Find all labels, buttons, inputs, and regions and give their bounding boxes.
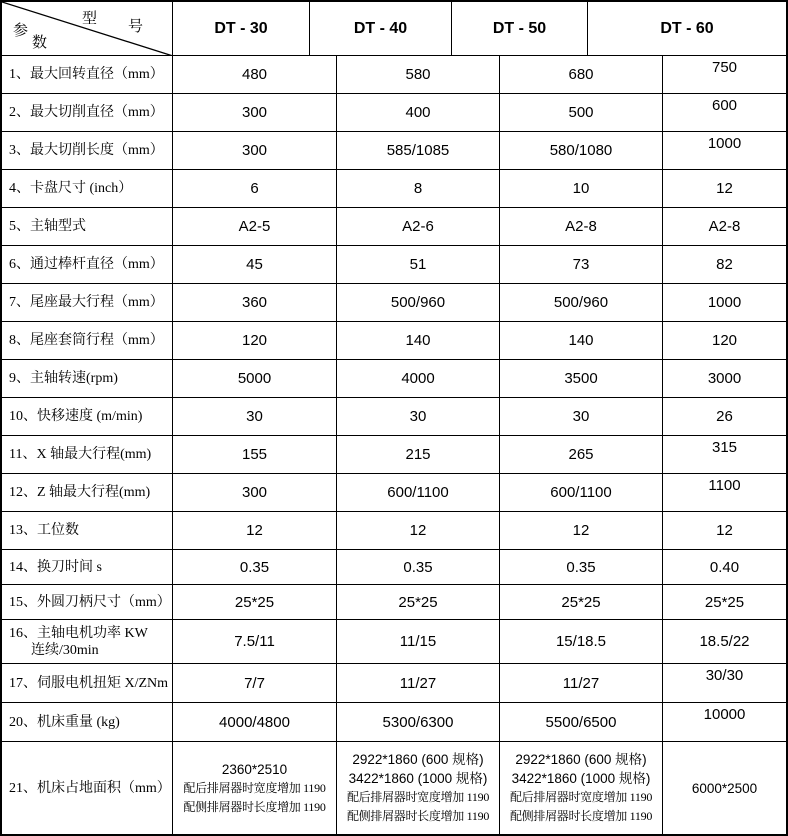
param-label-text: 15、外圆刀柄尺寸（mm） [9,594,171,610]
value-cell: 585/1085 [337,132,500,170]
value-cell: 3000 [663,360,786,398]
value-cell: 315 [663,436,786,474]
param-label-text: 17、伺服电机扭矩 X/ZNm [9,675,169,691]
value-cell: 580 [337,56,500,94]
table-row [2,132,786,170]
value-cell: 300 [173,474,337,512]
value-cell: 1000 [663,132,786,170]
value-cell: 11/15 [337,620,500,664]
value-cell: 0.35 [500,550,663,585]
table-row [2,322,786,360]
value-cell: 12 [173,512,337,550]
table-row [2,284,786,322]
table-row [2,56,786,94]
value-cell: 25*25 [173,585,337,620]
param-label-cell [2,436,173,474]
value-cell: 30 [337,398,500,436]
value-cell: 10 [500,170,663,208]
value-cell: 600 [663,94,786,132]
value-cell: 120 [663,322,786,360]
table-body [2,56,786,834]
value-cell: 580/1080 [500,132,663,170]
param-label-text: 20、机床重量 (kg) [9,714,120,730]
value-line: 配后排屑器时宽度增加 1190 [509,790,653,804]
table-row [2,585,786,620]
value-cell: 265 [500,436,663,474]
value-cell: 140 [500,322,663,360]
corner-param-label-char: 数 [32,35,48,51]
value-cell [173,742,337,834]
value-cell: 11/27 [500,664,663,703]
table-row [2,703,786,742]
param-label-text-line2: 连续/30min [31,642,99,658]
value-cell: 600/1100 [500,474,663,512]
table-row [2,360,786,398]
param-label-text: 4、卡盘尺寸 (inch） [9,181,133,196]
param-label-cell [2,620,173,664]
table-row [2,208,786,246]
value-cell [500,742,663,834]
value-cell: 82 [663,246,786,284]
value-cell: 3500 [500,360,663,398]
param-label-cell [2,56,173,94]
value-cell: A2-5 [173,208,337,246]
param-label-cell [2,398,173,436]
value-cell: 12 [500,512,663,550]
table-row [2,512,786,550]
value-cell: 30 [500,398,663,436]
param-label-text: 9、主轴转速(rpm) [9,371,118,386]
value-cell: 0.35 [173,550,337,585]
param-label-cell [2,132,173,170]
table-row [2,742,786,834]
corner-model-label-char: 号 [128,19,144,35]
value-line: 2922*1860 (600 规格) [515,752,647,767]
value-cell: 155 [173,436,337,474]
param-label-cell [2,170,173,208]
value-line: 2922*1860 (600 规格) [352,752,484,767]
value-cell: 25*25 [663,585,786,620]
param-label-cell [2,322,173,360]
value-cell: 12 [663,512,786,550]
value-line: 2360*2510 [221,761,288,777]
param-label-text: 5、主轴型式 [9,219,86,234]
value-line: 配侧排屑器时长度增加 1190 [346,809,490,823]
value-cell: 73 [500,246,663,284]
param-label-cell [2,208,173,246]
value-cell: 6 [173,170,337,208]
value-cell: 7/7 [173,664,337,703]
table-row [2,664,786,703]
value-line: 配侧排屑器时长度增加 1190 [183,799,326,814]
table-row [2,620,786,664]
table-row [2,474,786,512]
value-cell: 0.35 [337,550,500,585]
param-label-text: 3、最大切削长度（mm） [9,143,164,158]
value-cell: 360 [173,284,337,322]
value-cell [337,742,500,834]
value-cell: 15/18.5 [500,620,663,664]
value-cell: 12 [663,170,786,208]
param-label-cell [2,550,173,585]
value-cell: 0.40 [663,550,786,585]
param-label-text: 21、机床占地面积（mm） [9,780,171,796]
value-cell: 10000 [663,703,786,742]
table-row [2,436,786,474]
value-cell: 18.5/22 [663,620,786,664]
value-cell: 1000 [663,284,786,322]
value-cell: 4000/4800 [173,703,337,742]
value-cell: 215 [337,436,500,474]
param-label-text: 16、主轴电机功率 KW [9,625,148,641]
value-line: 3422*1860 (1000 规格) [511,771,651,786]
value-cell: 30/30 [663,664,786,703]
value-cell: 45 [173,246,337,284]
value-cell: 51 [337,246,500,284]
value-cell: 5000 [173,360,337,398]
param-label-cell [2,246,173,284]
value-cell: A2-8 [500,208,663,246]
value-cell: 140 [337,322,500,360]
param-label-text: 11、X 轴最大行程(mm) [9,447,152,462]
param-label-text: 7、尾座最大行程（mm） [9,295,164,310]
param-label-text: 10、快移速度 (m/min) [9,409,143,424]
value-cell: 25*25 [500,585,663,620]
value-cell: 11/27 [337,664,500,703]
param-label-cell [2,664,173,703]
value-cell: 5300/6300 [337,703,500,742]
param-label-text: 8、尾座套筒行程（mm） [9,333,164,348]
value-cell: A2-8 [663,208,786,246]
value-cell: 300 [173,94,337,132]
value-cell: A2-6 [337,208,500,246]
column-header-dt-30: DT - 30 [173,2,310,56]
column-header-dt-40: DT - 40 [310,2,452,56]
table-header-row [2,2,786,56]
param-label-text: 2、最大切削直径（mm） [9,105,164,120]
param-label-text: 13、工位数 [9,523,79,538]
param-label-text: 6、通过棒杆直径（mm） [9,257,164,272]
column-header-dt-60: DT - 60 [588,2,786,56]
param-label-cell [2,284,173,322]
value-cell: 750 [663,56,786,94]
value-cell: 4000 [337,360,500,398]
value-line: 3422*1860 (1000 规格) [348,771,488,786]
value-cell: 26 [663,398,786,436]
value-cell: 600/1100 [337,474,500,512]
value-line: 6000*2500 [691,780,758,796]
corner-param-label-char: 参 [13,23,29,39]
param-label-cell [2,474,173,512]
value-cell: 30 [173,398,337,436]
corner-header-cell [2,2,173,56]
value-line: 配侧排屑器时长度增加 1190 [509,809,653,823]
value-cell: 25*25 [337,585,500,620]
value-cell: 400 [337,94,500,132]
corner-model-label-char: 型 [82,11,98,27]
table-row [2,170,786,208]
value-cell: 5500/6500 [500,703,663,742]
param-label-text: 14、换刀时间 s [9,559,102,575]
value-cell [663,742,786,834]
param-label-cell [2,94,173,132]
param-label-text: 12、Z 轴最大行程(mm) [9,485,151,500]
value-cell: 500/960 [500,284,663,322]
value-cell: 680 [500,56,663,94]
table-row [2,550,786,585]
value-cell: 120 [173,322,337,360]
table-row [2,94,786,132]
param-label-cell [2,585,173,620]
param-label-cell [2,512,173,550]
value-cell: 8 [337,170,500,208]
value-line: 配后排屑器时宽度增加 1190 [183,780,326,795]
param-label-cell [2,703,173,742]
value-cell: 7.5/11 [173,620,337,664]
value-cell: 300 [173,132,337,170]
value-line: 配后排屑器时宽度增加 1190 [346,790,490,804]
param-label-cell [2,742,173,834]
column-header-dt-50: DT - 50 [452,2,588,56]
value-cell: 1100 [663,474,786,512]
table-row [2,398,786,436]
value-cell: 500/960 [337,284,500,322]
param-label-cell [2,360,173,398]
value-cell: 500 [500,94,663,132]
table-row [2,246,786,284]
param-label-text: 1、最大回转直径（mm） [9,67,164,82]
value-cell: 12 [337,512,500,550]
value-cell: 480 [173,56,337,94]
